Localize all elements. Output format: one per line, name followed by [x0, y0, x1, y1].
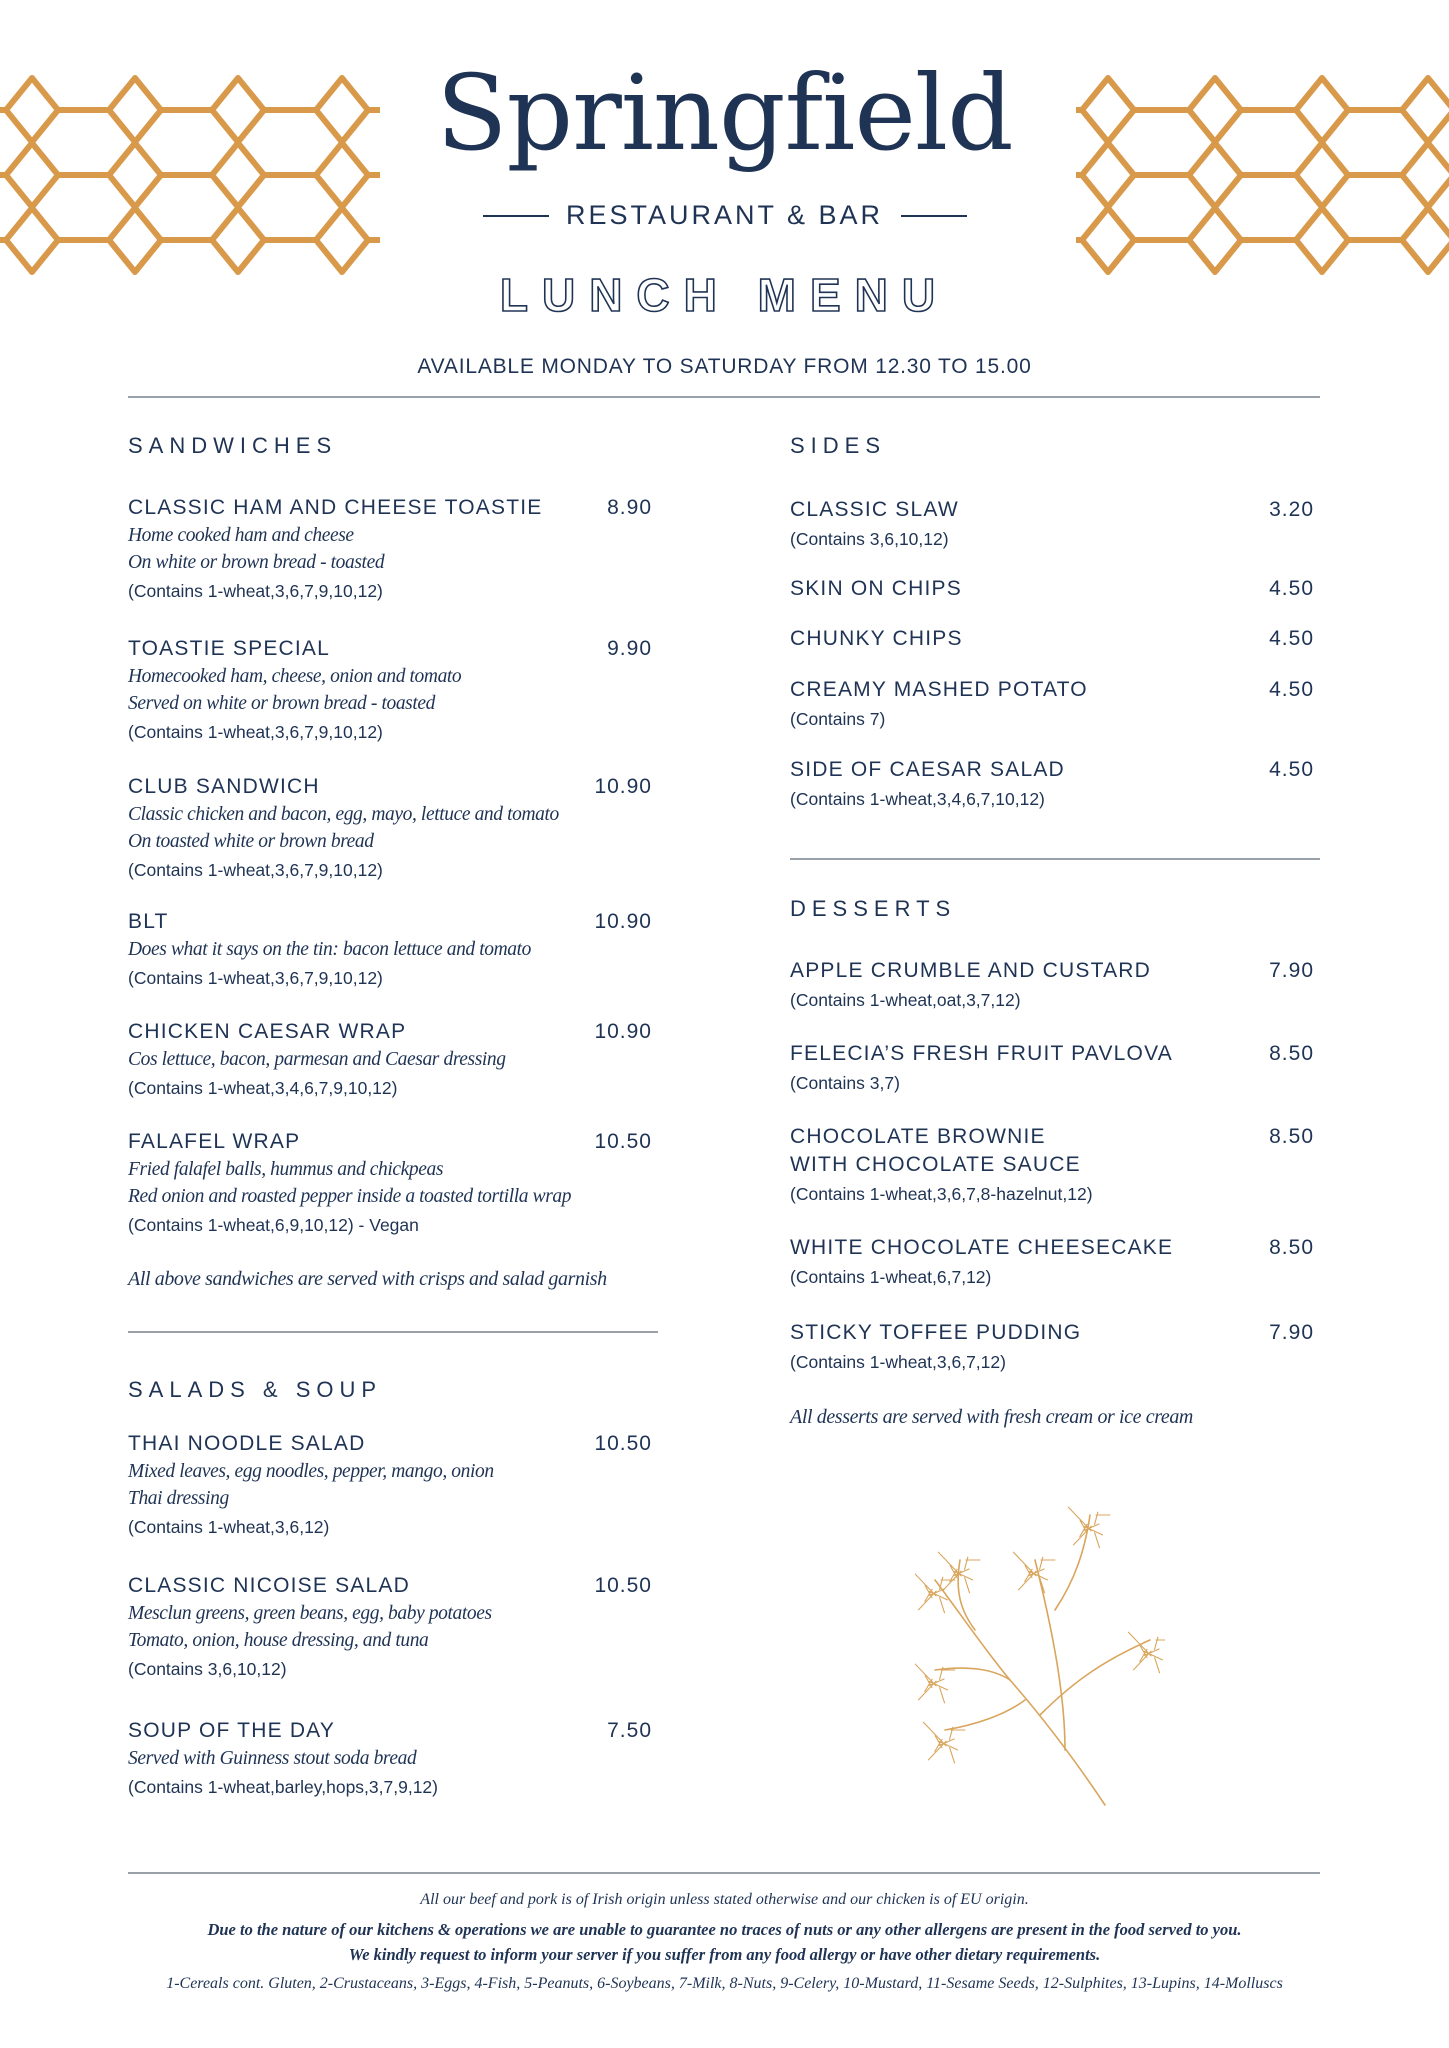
- item-allergens: (Contains 1-wheat,6,7,12): [790, 1267, 992, 1287]
- origin-note: All our beef and pork is of Irish origin unless stated otherwise and our chicken is of EU origin.: [420, 1891, 1029, 1908]
- item-price: 10.90: [594, 775, 652, 798]
- menu-item: [790, 625, 1314, 653]
- item-price: 7.90: [1269, 959, 1314, 982]
- divider: [128, 396, 1320, 398]
- item-price: 4.50: [1269, 678, 1314, 701]
- item-allergens: (Contains 1-wheat,3,6,7,9,10,12): [128, 968, 383, 988]
- item-allergens: (Contains 7): [790, 709, 886, 729]
- item-price: 10.50: [594, 1432, 652, 1455]
- item-price: 4.50: [1269, 627, 1314, 650]
- item-description: On white or brown bread - toasted: [128, 552, 385, 573]
- item-name: BLT: [128, 910, 169, 933]
- item-allergens: (Contains 1-wheat,6,9,10,12) - Vegan: [128, 1215, 419, 1235]
- item-price: 10.90: [594, 910, 652, 933]
- item-allergens: (Contains 3,6,10,12): [128, 1659, 287, 1679]
- item-name: FALAFEL WRAP: [128, 1130, 301, 1153]
- item-name: SKIN ON CHIPS: [790, 577, 962, 600]
- allergen-warning: Due to the nature of our kitchens & operations we are unable to guarantee no traces of nuts or any other allergens are present in the food served to you.: [207, 1920, 1242, 1939]
- menu-item: [790, 1319, 1314, 1377]
- item-description: Served on white or brown bread - toasted: [128, 693, 435, 714]
- item-description: Homecooked ham, cheese, onion and tomato: [128, 666, 462, 687]
- item-allergens: (Contains 1-wheat,oat,3,7,12): [790, 990, 1021, 1010]
- item-allergens: (Contains 1-wheat,3,6,7,9,10,12): [128, 722, 383, 742]
- item-allergens: (Contains 1-wheat,3,4,6,7,10,12): [790, 789, 1045, 809]
- item-name: WHITE CHOCOLATE CHEESECAKE: [790, 1236, 1174, 1259]
- item-allergens: (Contains 3,6,10,12): [790, 529, 949, 549]
- brand-title: Springfield: [436, 52, 1013, 174]
- item-price: 10.50: [594, 1574, 652, 1597]
- menu-item: [128, 1572, 652, 1684]
- item-allergens: (Contains 1-wheat,3,6,7,9,10,12): [128, 860, 383, 880]
- section-heading-desserts: DESSERTS: [790, 896, 957, 921]
- item-description: Cos lettuce, bacon, parmesan and Caesar dressing: [128, 1049, 506, 1070]
- menu-item: [790, 756, 1314, 814]
- item-price: 7.50: [607, 1719, 652, 1742]
- allergen-key: 1-Cereals cont. Gluten, 2-Crustaceans, 3-Eggs, 4-Fish, 5-Peanuts, 6-Soybeans, 7-Milk, 8-Nuts, 9-Celery, 10-Mustard, 11-Sesame Seeds, 12-Sulphites, 13-Lupins, 14-Molluscs: [166, 1975, 1283, 1992]
- section-heading-salads: SALADS & SOUP: [128, 1377, 383, 1402]
- menu-item: [128, 494, 652, 606]
- item-allergens: (Contains 1-wheat,3,6,7,12): [790, 1352, 1006, 1372]
- dill-herb-illustration-icon: [915, 1500, 1165, 1815]
- menu-item: [128, 908, 652, 993]
- menu-item: [790, 1040, 1314, 1098]
- item-name: CHOCOLATE BROWNIE WITH CHOCOLATE SAUCE: [790, 1125, 1081, 1176]
- item-price: 7.90: [1269, 1321, 1314, 1344]
- item-allergens: (Contains 1-wheat,3,6,12): [128, 1517, 330, 1537]
- item-name: FELECIA’S FRESH FRUIT PAVLOVA: [790, 1042, 1173, 1065]
- item-name: CREAMY MASHED POTATO: [790, 678, 1088, 701]
- item-allergens: (Contains 3,7): [790, 1073, 900, 1093]
- item-price: 8.50: [1269, 1236, 1314, 1259]
- menu-item: [128, 1430, 652, 1542]
- item-name: TOASTIE SPECIAL: [128, 637, 331, 660]
- item-allergens: (Contains 1-wheat,3,6,7,8-hazelnut,12): [790, 1184, 1093, 1204]
- desserts-note: All desserts are served with fresh cream or ice cream: [790, 1406, 1193, 1428]
- menu-item: [790, 1234, 1314, 1292]
- item-price: 10.90: [594, 1020, 652, 1043]
- item-description: Fried falafel balls, hummus and chickpeas: [128, 1159, 444, 1180]
- item-allergens: (Contains 1-wheat,3,4,6,7,9,10,12): [128, 1078, 398, 1098]
- item-name: CHUNKY CHIPS: [790, 627, 963, 650]
- item-name: THAI NOODLE SALAD: [128, 1432, 366, 1455]
- item-description: On toasted white or brown bread: [128, 831, 374, 852]
- sandwiches-note: All above sandwiches are served with crisps and salad garnish: [128, 1268, 607, 1290]
- menu-item: [128, 773, 652, 885]
- menu-item: [790, 1123, 1314, 1209]
- item-price: 3.20: [1269, 498, 1314, 521]
- item-price: 10.50: [594, 1130, 652, 1153]
- item-description: Classic chicken and bacon, egg, mayo, lettuce and tomato: [128, 804, 559, 825]
- menu-item: [128, 1018, 652, 1103]
- menu-item: [128, 1717, 652, 1802]
- allergy-request: We kindly request to inform your server if you suffer from any food allergy or have other dietary requirements.: [348, 1945, 1101, 1964]
- item-price: 8.50: [1269, 1042, 1314, 1065]
- item-description: Served with Guinness stout soda bread: [128, 1748, 417, 1769]
- section-heading-sandwiches: SANDWICHES: [128, 433, 338, 458]
- item-description: Tomato, onion, house dressing, and tuna: [128, 1630, 429, 1651]
- item-name: CHICKEN CAESAR WRAP: [128, 1020, 407, 1043]
- brand-subtitle: RESTAURANT & BAR: [565, 200, 884, 230]
- item-price: 8.90: [607, 496, 652, 519]
- menu-title: LUNCH MENU: [499, 269, 950, 321]
- item-price: 4.50: [1269, 577, 1314, 600]
- menu-item: [790, 496, 1314, 554]
- item-description: Thai dressing: [128, 1488, 229, 1509]
- item-name: SIDE OF CAESAR SALAD: [790, 758, 1065, 781]
- item-description: Mesclun greens, green beans, egg, baby potatoes: [128, 1603, 492, 1624]
- availability-text: AVAILABLE MONDAY TO SATURDAY FROM 12.30 TO 15.00: [417, 355, 1032, 378]
- menu-item: [790, 957, 1314, 1015]
- item-description: Home cooked ham and cheese: [128, 525, 354, 546]
- divider: [790, 858, 1320, 860]
- item-price: 4.50: [1269, 758, 1314, 781]
- item-allergens: (Contains 1-wheat,3,6,7,9,10,12): [128, 581, 383, 601]
- item-price: 9.90: [607, 637, 652, 660]
- item-description: Red onion and roasted pepper inside a toasted tortilla wrap: [128, 1186, 572, 1207]
- item-name: CLASSIC SLAW: [790, 498, 959, 521]
- item-name: CLASSIC NICOISE SALAD: [128, 1574, 410, 1597]
- section-heading-sides: SIDES: [790, 433, 887, 458]
- item-allergens: (Contains 1-wheat,barley,hops,3,7,9,12): [128, 1777, 438, 1797]
- divider: [128, 1872, 1320, 1874]
- menu-item: [128, 635, 652, 747]
- item-price: 8.50: [1269, 1125, 1314, 1148]
- item-name: CLASSIC HAM AND CHEESE TOASTIE: [128, 496, 543, 519]
- item-description: Mixed leaves, egg noodles, pepper, mango, onion: [128, 1461, 494, 1482]
- divider: [128, 1331, 658, 1333]
- menu-item: [790, 575, 1314, 603]
- menu-item: [128, 1128, 652, 1240]
- item-name: CLUB SANDWICH: [128, 775, 320, 798]
- menu-item: [790, 676, 1314, 734]
- item-name: APPLE CRUMBLE AND CUSTARD: [790, 959, 1152, 982]
- item-description: Does what it says on the tin: bacon lettuce and tomato: [128, 939, 532, 960]
- item-name: SOUP OF THE DAY: [128, 1719, 336, 1742]
- item-name: STICKY TOFFEE PUDDING: [790, 1321, 1082, 1344]
